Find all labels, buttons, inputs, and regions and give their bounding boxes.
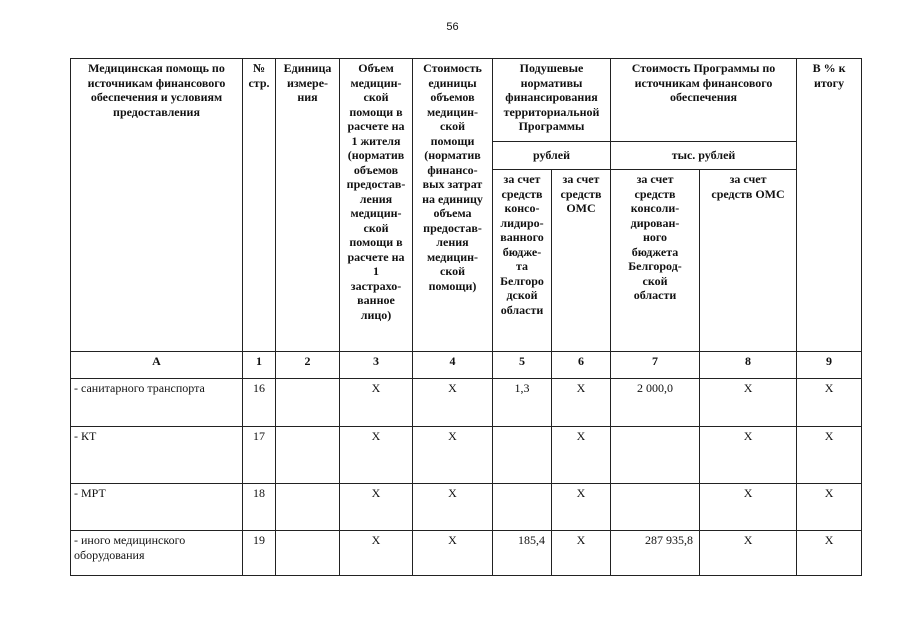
column-number: А (71, 352, 243, 379)
header-percent-of-total (797, 59, 862, 352)
header-unit-cost (413, 59, 493, 352)
header-text-line: консо- (504, 201, 540, 215)
cell-percent: Х (797, 531, 862, 576)
header-text-line: дирован- (630, 215, 680, 230)
cell-unit-cost: Х (413, 531, 493, 576)
financing-table (70, 58, 862, 576)
header-text-line: средств (560, 186, 602, 201)
header-text-line: единицы (428, 75, 477, 90)
header-text-line: обеспечения и условиям (90, 90, 223, 104)
header-text-line: предостав- (346, 177, 406, 191)
cell-unit-cost: Х (413, 484, 493, 531)
header-text-line: ской (440, 119, 465, 133)
header-text-line: ванного (500, 230, 544, 244)
header-program-cost (611, 59, 797, 142)
header-text-line: вых затрат (422, 177, 483, 191)
header-text-line: № (252, 61, 266, 75)
header-text-line: дской (506, 288, 538, 302)
row-label: - МРТ (71, 484, 243, 531)
cell-regional-cost: 287 935,8 (611, 531, 700, 576)
header-text-line: объемов (353, 162, 399, 177)
header-text-line: Программы (518, 119, 585, 133)
header-text-line: измере- (286, 75, 329, 90)
header-text-line: территориальной (503, 104, 600, 119)
column-number: 3 (340, 352, 413, 379)
header-text-line: Белгород- (628, 259, 682, 273)
header-volume (340, 59, 413, 352)
header-text-line: консоли- (630, 201, 680, 215)
header-text-line: медицин- (426, 249, 479, 264)
header-oms-cost (700, 170, 797, 352)
header-text-line: ния (297, 90, 318, 104)
header-text-line: за счет (729, 172, 767, 186)
header-text-line: Стоимость (423, 61, 482, 75)
header-text-line: предостав- (423, 220, 482, 235)
table-row (71, 379, 862, 427)
header-text-line: медицин- (426, 104, 479, 119)
header-text-line: предоставления (113, 104, 200, 119)
column-number: 6 (552, 352, 611, 379)
cell-oms-per-capita: Х (552, 484, 611, 531)
header-text-line: Стоимость Программы по (631, 61, 776, 75)
row-label: - КТ (71, 427, 243, 484)
cell-regional-per-capita: 185,4 (493, 531, 552, 576)
header-text-line: ления (436, 235, 469, 249)
header-text-line: помощи в (349, 235, 403, 249)
header-text-line: помощи в (349, 104, 403, 119)
header-text-line: Единица (283, 61, 332, 75)
header-text-line: финансирования (505, 90, 598, 104)
header-oms-per-capita (552, 170, 611, 352)
cell-percent: Х (797, 379, 862, 427)
header-text-line: средств (501, 186, 543, 201)
header-text-line: Белгоро (500, 273, 544, 288)
cell-percent: Х (797, 484, 862, 531)
row-number: 19 (243, 531, 276, 576)
header-text-line: (норматив (424, 148, 481, 162)
header-text-line: за счет (636, 172, 674, 186)
cell-oms-cost: Х (700, 379, 797, 427)
header-row-number (243, 59, 276, 352)
header-regional-budget-cost (611, 170, 700, 352)
header-text-line: источникам финансового (634, 75, 773, 90)
header-text-line: лицо) (360, 307, 392, 322)
cell-regional-cost (611, 484, 700, 531)
table-row (71, 531, 862, 576)
header-text-line: бюдже- (502, 244, 542, 259)
cell-oms-per-capita: Х (552, 531, 611, 576)
row-label: - санитарного транспорта (71, 379, 243, 427)
header-text-line: области (633, 288, 677, 302)
row-number: 17 (243, 427, 276, 484)
header-text-line: расчете на (347, 249, 405, 264)
header-per-capita-standards (493, 59, 611, 142)
table-row (71, 427, 862, 484)
header-text-line: финансо- (427, 162, 478, 177)
row-label: - иного медицинского оборудования (71, 531, 243, 576)
header-text-line: застрахо- (350, 278, 402, 293)
header-text-line: ской (642, 273, 668, 288)
cell-volume: Х (340, 531, 413, 576)
cell-regional-per-capita: 1,3 (493, 379, 552, 427)
cell-volume: Х (340, 484, 413, 531)
cell-unit (276, 484, 340, 531)
cell-oms-per-capita: Х (552, 427, 611, 484)
header-text-line: помощи) (428, 278, 477, 293)
header-text-line: (норматив (347, 148, 405, 162)
cell-oms-per-capita: Х (552, 379, 611, 427)
cell-unit (276, 531, 340, 576)
header-text-line: Подушевые (519, 61, 584, 75)
header-text-line: ления (359, 191, 393, 206)
column-numbering-row (71, 352, 862, 379)
header-text-line: Объем (358, 61, 394, 75)
header-regional-budget-per-capita (493, 170, 552, 352)
header-text-line: помощи (430, 133, 475, 148)
column-number: 1 (243, 352, 276, 379)
header-text-line: итогу (813, 75, 845, 90)
row-number: 16 (243, 379, 276, 427)
header-text-line: ской (363, 220, 389, 235)
cell-regional-cost (611, 427, 700, 484)
header-text-line: 1 жителя (351, 133, 401, 148)
header-text-line: источникам финансового (87, 75, 226, 90)
header-text-line: ванное (357, 293, 395, 307)
cell-volume: Х (340, 427, 413, 484)
header-text-line: объемов (430, 90, 475, 104)
cell-oms-cost: Х (700, 484, 797, 531)
header-text-line: за счет (562, 172, 600, 186)
header-medical-care (71, 59, 243, 352)
header-text-line: объема (433, 206, 472, 220)
page-number: 56 (446, 21, 459, 33)
cell-unit-cost: Х (413, 427, 493, 484)
header-text-line: 1 (373, 264, 379, 278)
column-number: 4 (413, 352, 493, 379)
cell-unit-cost: Х (413, 379, 493, 427)
header-unit (276, 59, 340, 352)
column-number: 5 (493, 352, 552, 379)
cell-unit (276, 427, 340, 484)
header-text-line: ской (440, 264, 465, 278)
header-text-line: ской (363, 90, 389, 104)
header-text-line: та (515, 259, 529, 273)
header-text-line: обеспечения (670, 90, 738, 104)
header-text-line: лидиро- (500, 215, 544, 230)
header-text-line: нормативы (520, 75, 583, 90)
header-text-line: области (500, 302, 544, 317)
column-number: 7 (611, 352, 700, 379)
cell-regional-per-capita (493, 427, 552, 484)
column-number: 2 (276, 352, 340, 379)
header-text-line: медицин- (350, 75, 402, 90)
cell-unit (276, 379, 340, 427)
header-text-line: Медицинская помощь по (88, 61, 225, 75)
cell-oms-cost: Х (700, 531, 797, 576)
header-text-line: средств ОМС (711, 186, 785, 201)
cell-percent: Х (797, 427, 862, 484)
header-text-line: расчете на (347, 119, 405, 133)
cell-regional-per-capita (493, 484, 552, 531)
cell-regional-cost: 2 000,0 (611, 379, 700, 427)
header-text-line: на единицу (422, 191, 483, 206)
cell-oms-cost: Х (700, 427, 797, 484)
header-text-line: медицин- (350, 206, 402, 220)
header-text-line: за счет (503, 172, 541, 186)
header-unit-thousand-rubles: тыс. рублей (611, 142, 797, 170)
header-text-line: В % к (812, 61, 846, 75)
row-number: 18 (243, 484, 276, 531)
cell-volume: Х (340, 379, 413, 427)
header-text-line: стр. (248, 75, 270, 90)
table-row (71, 484, 862, 531)
header-text-line: средств (634, 186, 676, 201)
column-number: 8 (700, 352, 797, 379)
header-text-line: ОМС (566, 201, 596, 215)
column-number: 9 (797, 352, 862, 379)
header-text-line: бюджета (631, 244, 679, 259)
header-unit-rubles: рублей (493, 142, 611, 170)
header-text-line: ного (642, 230, 668, 244)
